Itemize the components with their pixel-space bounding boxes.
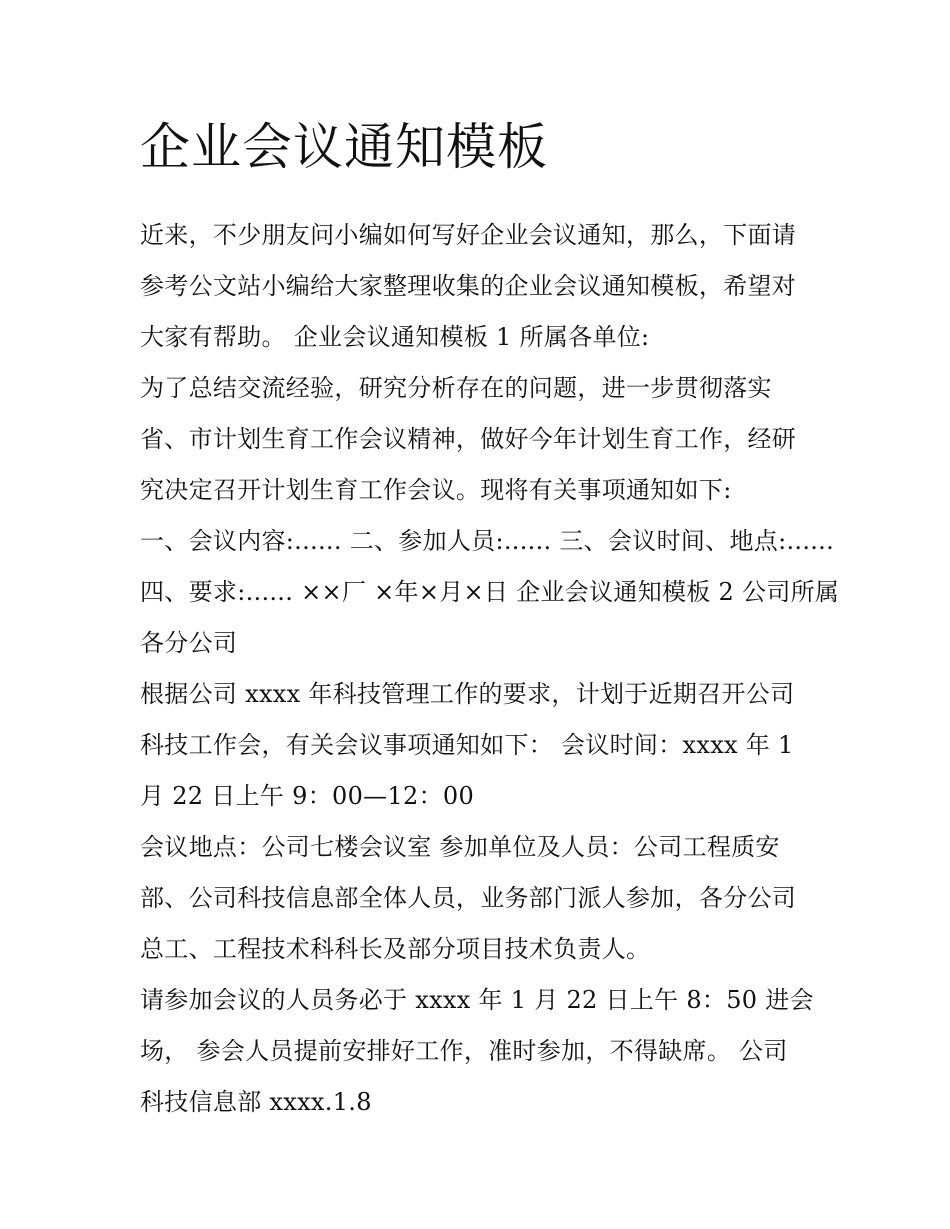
paragraph-line: 近来，不少朋友问小编如何写好企业会议通知，那么，下面请 xyxy=(140,221,797,249)
document-body xyxy=(140,210,840,1128)
paragraph-line: 省、市计划生育工作会议精神，做好今年计划生育工作，经研 xyxy=(140,425,797,453)
paragraph-line: 究决定召开计划生育工作会议。现将有关事项通知如下: xyxy=(140,476,732,504)
paragraph-line: 各分公司 xyxy=(140,629,238,657)
paragraph-line: 会议地点：公司七楼会议室 参加单位及人员：公司工程质安 xyxy=(140,833,780,861)
paragraph-line: 总工、工程技术科科长及部分项目技术负责人。 xyxy=(140,935,651,963)
paragraph-line: 请参加会议的人员务必于 xxxx 年 1 月 22 日上午 8：50 进会 xyxy=(140,986,814,1014)
paragraph-line: 场， 参会人员提前安排好工作，准时参加，不得缺席。 公司 xyxy=(140,1037,788,1065)
paragraph-line: 四、要求:...... ××厂 ×年×月×日 企业会议通知模板 2 公司所属 xyxy=(140,578,840,606)
paragraph-line: 科技信息部 xxxx.1.8 xyxy=(140,1088,372,1116)
paragraph-line: 一、会议内容:...... 二、参加人员:...... 三、会议时间、地点:...... xyxy=(140,527,835,555)
paragraph-line: 月 22 日上午 9：00—12：00 xyxy=(140,782,475,810)
paragraph-line: 根据公司 xxxx 年科技管理工作的要求，计划于近期召开公司 xyxy=(140,680,795,708)
paragraph-line: 为了总结交流经验，研究分析存在的问题，进一步贯彻落实 xyxy=(140,374,772,402)
document-title: 企业会议通知模板 xyxy=(140,118,548,176)
paragraph-line: 参考公文站小编给大家整理收集的企业会议通知模板，希望对 xyxy=(140,272,797,300)
document-page xyxy=(140,112,840,1128)
paragraph-line: 部、公司科技信息部全体人员，业务部门派人参加，各分公司 xyxy=(140,884,797,912)
paragraph-line: 大家有帮助。 企业会议通知模板 1 所属各单位: xyxy=(140,323,650,351)
paragraph-line: 科技工作会，有关会议事项通知如下： 会议时间：xxxx 年 1 xyxy=(140,731,794,759)
